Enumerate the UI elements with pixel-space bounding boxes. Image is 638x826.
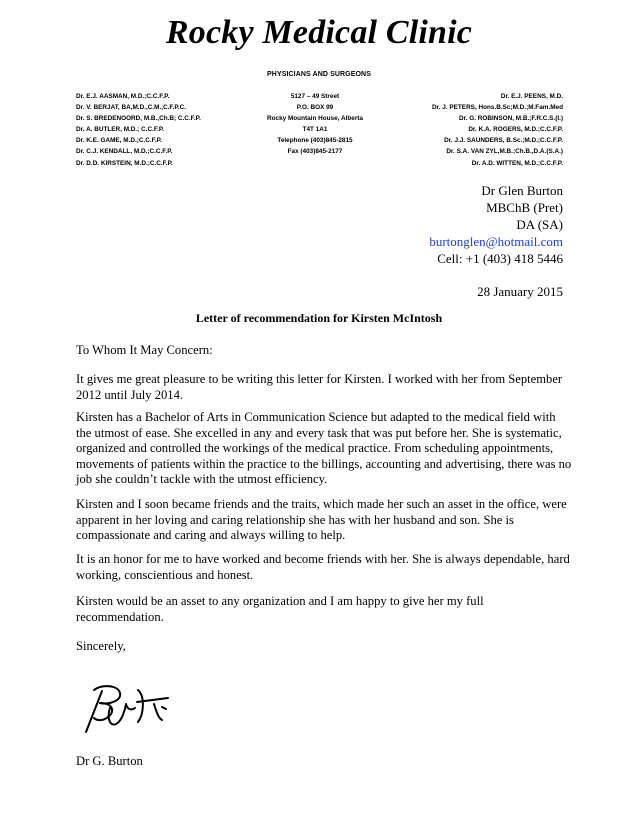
doctor-name: Dr. C.J. KENDALL, M.D.;C.C.F.P. <box>76 148 173 156</box>
doctor-name: Dr. V. BERJAT, BA,M.D.,C.M.,C.F.P.C. <box>76 104 186 112</box>
sender-email-link[interactable]: burtonglen@hotmail.com <box>429 234 563 249</box>
address-line: 5127 – 49 Street <box>290 93 340 100</box>
doctor-name: Dr. J.J. SAUNDERS, B.Sc.;M.D.;C.C.F.P. <box>444 137 563 145</box>
doctor-name: Dr. A.D. WITTEN, M.D.;C.C.F.P. <box>471 159 563 167</box>
paragraph: It gives me great pleasure to be writing this letter for Kirsten. I worked with her from September 2012 until July 2014. <box>76 372 563 402</box>
doctor-name: Dr. S. BREDENOORD, M.B.,Ch.B; C.C.F.P. <box>76 115 201 123</box>
salutation: To Whom It May Concern: <box>76 343 213 357</box>
left-doctor-list <box>76 91 201 169</box>
paragraph: Kirsten has a Bachelor of Arts in Communication Science but adapted to the medical field with the utmost of ease. She excelled in any and every task that was put before her. She is systematic, organized and controlled the workings of the medical practice. From scheduling appointments, movements of patients within the practice to the billings, accounting and advertising, there was no job she couldn’t tackle with the utmost efficiency. <box>76 410 572 486</box>
doctor-name: Dr. D.D. KIRSTEIN, M.D.;C.C.F.P. <box>76 159 173 167</box>
clinic-name: Rocky Medical Clinic <box>165 14 473 51</box>
doctor-name: Dr. J. PETERS, Hons.B.Sc;M.D.;M.Fam.Med <box>431 104 563 112</box>
paragraph: Kirsten would be an asset to any organization and I am happy to give her my full recommendation. <box>76 594 484 624</box>
letter-date: 28 January 2015 <box>477 284 563 299</box>
doctor-name: Dr. A. BUTLER, M.D.; C.C.F.P. <box>76 126 165 134</box>
doctor-name: Dr. K.E. GAME, M.D.;C.C.F.P. <box>76 137 162 145</box>
paragraph: It is an honor for me to have worked and become friends with her. She is always dependable, hard working, conscientious and honest. <box>76 552 570 582</box>
letter-subject: Letter of recommendation for Kirsten McIntosh <box>195 311 443 325</box>
sender-name: Dr Glen Burton <box>481 183 563 198</box>
doctor-name: Dr. E.J. AASMAN, M.D.;C.C.F.P. <box>76 93 170 100</box>
address-line: P.O. BOX 99 <box>296 104 334 112</box>
doctor-name: Dr. S.A. VAN ZYL,M.B.;Ch.B.,D.A.(S.A.) <box>446 148 563 156</box>
clinic-address <box>210 91 420 158</box>
sender-credential: DA (SA) <box>516 217 563 232</box>
right-doctor-list <box>432 91 563 169</box>
doctor-name: Dr. E.J. PEENS, M.D. <box>500 93 563 100</box>
paragraph: Kirsten and I soon became friends and the traits, which made her such an asset in the office, were apparent in her loving and caring relationship she has with her husband and son. She is compassionate and caring and always willing to help. <box>76 497 567 542</box>
address-line: Rocky Mountain House, Alberta <box>267 115 363 123</box>
address-line: Telephone (403)845-2815 <box>277 137 353 145</box>
address-line: Fax (403)845-2177 <box>287 148 343 156</box>
doctor-name: Dr. K.A. ROGERS, M.D.;C.C.F.P. <box>468 126 563 134</box>
signoff-name: Dr G. Burton <box>76 754 143 768</box>
clinic-subtitle: PHYSICIANS AND SURGEONS <box>267 71 371 78</box>
sender-phone: Cell: +1 (403) 418 5446 <box>437 251 563 266</box>
closing: Sincerely, <box>76 639 126 653</box>
doctor-name: Dr. G. ROBINSON, M.B.;F.R.C.S.(I.) <box>458 115 563 123</box>
address-line: T4T 1A1 <box>302 126 328 134</box>
sender-block <box>429 182 563 267</box>
handwritten-signature <box>80 680 180 736</box>
sender-degree: MBChB (Pret) <box>486 200 563 215</box>
